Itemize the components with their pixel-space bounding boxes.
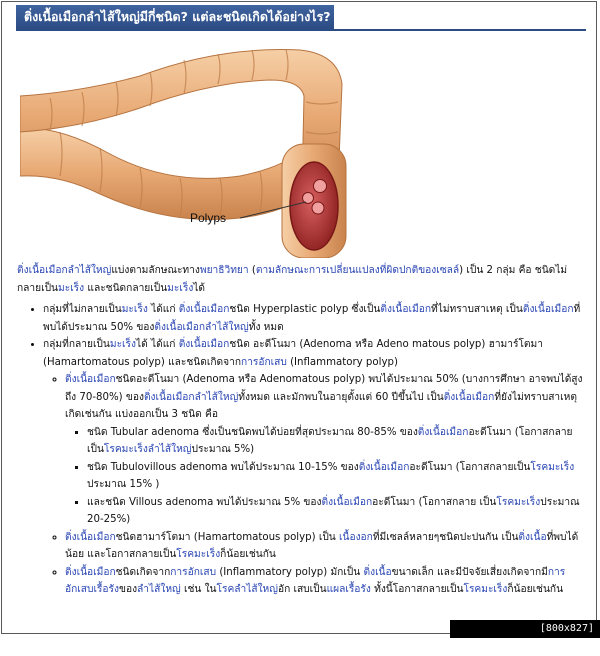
link-chronic-ulcer[interactable]: แผลเรื้อรัง	[326, 584, 371, 595]
polyp-1	[314, 180, 327, 193]
list-item-inflammatory: ◦ ติ่งเนื้อเมือกชนิดเกิดจากการอักเสบ (Inflammatory polyp) มักเป็น ติ่งเนื้อขนาดเล็ก และมีปัจจัยเสี่ยงเกิดจากมีการอักเสบเรื้อรังของลำไส้ใหญ่ เช่น ในโรคลำไส้ใหญ่อัก เสบเป็นแผลเรื้อรัง ทั้งนี้โอกาสกลายเป็นโรคมะเร็งก็น้อยเช่นกัน	[65, 564, 585, 599]
link-polyp[interactable]: ติ่งเนื้อเมือก	[65, 566, 116, 578]
link-inflammation[interactable]: การอักเสบ	[170, 566, 217, 578]
link-cancer-disease[interactable]: โรคมะเร็ง	[530, 461, 575, 473]
polyp-2	[303, 193, 314, 204]
link-polyp[interactable]: ติ่งเนื้อเมือก	[417, 426, 469, 438]
link-cancer[interactable]: มะเร็ง	[109, 339, 136, 350]
link-pathology[interactable]: พยาธิวิทยา	[199, 265, 249, 276]
link-cancer-disease[interactable]: โรคมะเร็ง	[463, 584, 508, 595]
link-tumor[interactable]: เนื้องอก	[339, 531, 373, 543]
link-colon-disease[interactable]: โรคลำไส้ใหญ่	[216, 584, 278, 595]
link-colon-polyp[interactable]: ติ่งเนื้อเมือกลำไส้ใหญ่	[17, 265, 112, 276]
link-cancer[interactable]: มะเร็ง	[167, 282, 194, 294]
page-title: ติ่งเนื้อเมือกลำไส้ใหญ่มีกี่ชนิด? แต่ละชนิดเกิดได้อย่างไร?	[16, 5, 334, 29]
link-cancer-disease[interactable]: โรคมะเร็ง	[496, 496, 541, 508]
cancerous-subtypes-list	[43, 371, 585, 599]
list-item-villous: ▪ และชนิด Villous adenoma พบได้ประมาณ 5% ของติ่งเนื้อเมือกอะดีโนมา (โอกาสกลาย เป็นโรคมะเร็งประมาณ 20-25%)	[87, 494, 585, 529]
link-cancer[interactable]: มะเร็ง	[58, 282, 85, 294]
adenoma-types-list	[65, 424, 585, 529]
link-polyp[interactable]: ติ่งเนื้อ	[518, 531, 547, 543]
list-item-non-cancerous: • กลุ่มที่ไม่กลายเป็นมะเร็ง ได้แก่ ติ่งเนื้อเมือกชนิด Hyperplastic polyp ซึ่งเป็นติ่งเนื้อเมือกที่ไม่ทราบสาเหตุ เป็นติ่งเนื้อเมือกที่พบได้ประมาณ 50% ของติ่งเนื้อเมือกลำไส้ใหญ่ทั้ง หมด	[43, 301, 585, 336]
link-polyp[interactable]: ติ่งเนื้อเมือก	[65, 374, 116, 385]
list-item-tubulovillous: ▪ ชนิด Tubulovillous adenoma พบได้ประมาณ 10-15% ของติ่งเนื้อเมือกอะดีโนมา (โอกาสกลายเป็นโรคมะเร็งประมาณ 15% )	[87, 459, 585, 494]
colon-polyps-illustration	[20, 36, 350, 258]
list-item-tubular: ▪ ชนิด Tubular adenoma ซึ่งเป็นชนิดพบได้บ่อยที่สุดประมาณ 80-85% ของติ่งเนื้อเมือกอะดีโนมา (โอกาสกลายเป็นโรคมะเร็งลำไส้ใหญ่ประมาณ 5%)	[87, 424, 585, 459]
link-polyp[interactable]: ติ่งเนื้อเมือก	[443, 391, 495, 403]
link-polyp[interactable]: ติ่งเนื้อเมือก	[178, 339, 230, 350]
link-cancer-disease[interactable]: โรคมะเร็ง	[176, 549, 221, 560]
list-item-hamartoma: ◦ ติ่งเนื้อเมือกชนิดฮามาร์โตมา (Hamartomatous polyp) เป็น เนื้องอกที่มีเซลล์หลายๆชนิดปะปนกัน เป็นติ่งเนื้อที่พบได้น้อย และโอกาสกลายเป็นโรคมะเร็งก็น้อยเช่นกัน	[65, 529, 585, 564]
link-polyp[interactable]: ติ่งเนื้อเมือก	[65, 531, 116, 543]
title-underline	[16, 29, 586, 31]
link-polyp[interactable]: ติ่งเนื้อเมือก	[358, 461, 410, 473]
page-frame	[1, 1, 597, 634]
link-polyp[interactable]: ติ่งเนื้อเมือก	[321, 496, 373, 508]
list-item-cancerous: • กลุ่มที่กลายเป็นมะเร็งได้ ได้แก่ ติ่งเนื้อเมือกชนิด อะดีโนมา (Adenoma หรือ Adeno matous polyp) ฮามาร์โตมา (Hamartomatous polyp) และชนิดเกิดจากการอักเสบ (Inflammatory polyp) ◦ ติ่งเนื้อเมือกชนิดอะดีโนมา (Adenoma หรือ Adenomatous polyp) พบได้ประมาณ 50% (บางการศึกษา อาจพบได้สูงถึง 70-80%) ของติ่งเนื้อเมือกลำไส้ใหญ่ทั้งหมด และมักพบในอายุตั้งแต่ 60 ปีขึ้นไป เป็นติ่งเนื้อเมือกที่ยังไม่ทราบสาเหตุเกิดเช่นกัน แบ่งออกเป็น 3 ชนิด คือ ▪ ชนิด Tubular adenoma ซึ่งเป็นชนิดพบได้บ่อยที่สุดประมาณ 80-85% ของติ่งเนื้อเมือกอะดีโนมา (โอกาสกลายเป็นโรคมะเร็งลำไส้ใหญ่ประมาณ 5%) ▪ ชนิด Tubulovillous adenoma พบได้ประมาณ 10-15% ของติ่งเนื้อเมือกอะดีโนมา (โอกาสกลายเป็นโรคมะเร็งประมาณ 15% ) ▪ และชนิด Villous adenoma พบได้ประมาณ 5% ของติ่งเนื้อเมือกอะดีโนมา (โอกาสกลาย เป็นโรคมะเร็งประมาณ 20-25%) ◦ ติ่งเนื้อเมือกชนิดฮามาร์โตมา (Hamartomatous polyp) เป็น เนื้องอกที่มีเซลล์หลายๆชนิดปะปนกัน เป็นติ่งเนื้อที่พบได้น้อย และโอกาสกลายเป็นโรคมะเร็งก็น้อยเช่นกัน ◦ ติ่งเนื้อเมือกชนิดเกิดจากการอักเสบ (Inflammatory polyp) มักเป็น ติ่งเนื้อขนาดเล็ก และมีปัจจัยเสี่ยงเกิดจากมีการอักเสบเรื้อรังของลำไส้ใหญ่ เช่น ในโรคลำไส้ใหญ่อัก เสบเป็นแผลเรื้อรัง ทั้งนี้โอกาสกลายเป็นโรคมะเร็งก็น้อยเช่นกัน	[43, 336, 585, 599]
link-cell-change[interactable]: ตามลักษณะการเปลี่ยนแปลงที่ผิดปกติของเซลล์	[255, 265, 460, 276]
link-colon[interactable]: ลำไส้ใหญ่	[137, 584, 181, 595]
colon-segment-lower	[20, 128, 320, 220]
link-polyp[interactable]: ติ่งเนื้อเมือก	[380, 304, 431, 315]
link-chronic-inflammation[interactable]: การอักเสบเรื้อรัง	[65, 566, 566, 595]
intro-paragraph: ติ่งเนื้อเมือกลำไส้ใหญ่แบ่งตามลักษณะทางพยาธิวิทยา (ตามลักษณะการเปลี่ยนแปลงที่ผิดปกติของเซลล์) เป็น 2 กลุ่ม คือ ชนิดไม่กลายเป็นมะเร็ง และชนิดกลายเป็นมะเร็งได้	[17, 265, 568, 294]
polyp-3	[312, 202, 324, 214]
link-cancer[interactable]: มะเร็ง	[121, 304, 148, 315]
image-size-watermark: [800x827] http://upic.me/	[450, 620, 600, 638]
link-polyp[interactable]: ติ่งเนื้อเมือก	[522, 304, 574, 315]
polyps-label: Polyps	[190, 211, 227, 225]
link-polyp[interactable]: ติ่งเนื้อ	[363, 566, 392, 578]
link-polyp[interactable]: ติ่งเนื้อเมือก	[178, 304, 230, 315]
link-colon-cancer[interactable]: โรคมะเร็งลำไส้ใหญ่	[103, 444, 192, 455]
article-body	[17, 262, 585, 599]
link-colon-polyp[interactable]: ติ่งเนื้อเมือกลำไส้ใหญ่	[143, 391, 239, 403]
link-inflammation[interactable]: การอักเสบ	[241, 356, 287, 368]
polyp-group-list	[17, 301, 585, 599]
link-colon-polyp[interactable]: ติ่งเนื้อเมือกลำไส้ใหญ่	[154, 321, 249, 333]
list-item-adenoma: ◦ ติ่งเนื้อเมือกชนิดอะดีโนมา (Adenoma หรือ Adenomatous polyp) พบได้ประมาณ 50% (บางการศึกษา อาจพบได้สูงถึง 70-80%) ของติ่งเนื้อเมือกลำไส้ใหญ่ทั้งหมด และมักพบในอายุตั้งแต่ 60 ปีขึ้นไป เป็นติ่งเนื้อเมือกที่ยังไม่ทราบสาเหตุเกิดเช่นกัน แบ่งออกเป็น 3 ชนิด คือ ▪ ชนิด Tubular adenoma ซึ่งเป็นชนิดพบได้บ่อยที่สุดประมาณ 80-85% ของติ่งเนื้อเมือกอะดีโนมา (โอกาสกลายเป็นโรคมะเร็งลำไส้ใหญ่ประมาณ 5%) ▪ ชนิด Tubulovillous adenoma พบได้ประมาณ 10-15% ของติ่งเนื้อเมือกอะดีโนมา (โอกาสกลายเป็นโรคมะเร็งประมาณ 15% ) ▪ และชนิด Villous adenoma พบได้ประมาณ 5% ของติ่งเนื้อเมือกอะดีโนมา (โอกาสกลาย เป็นโรคมะเร็งประมาณ 20-25%)	[65, 371, 585, 529]
